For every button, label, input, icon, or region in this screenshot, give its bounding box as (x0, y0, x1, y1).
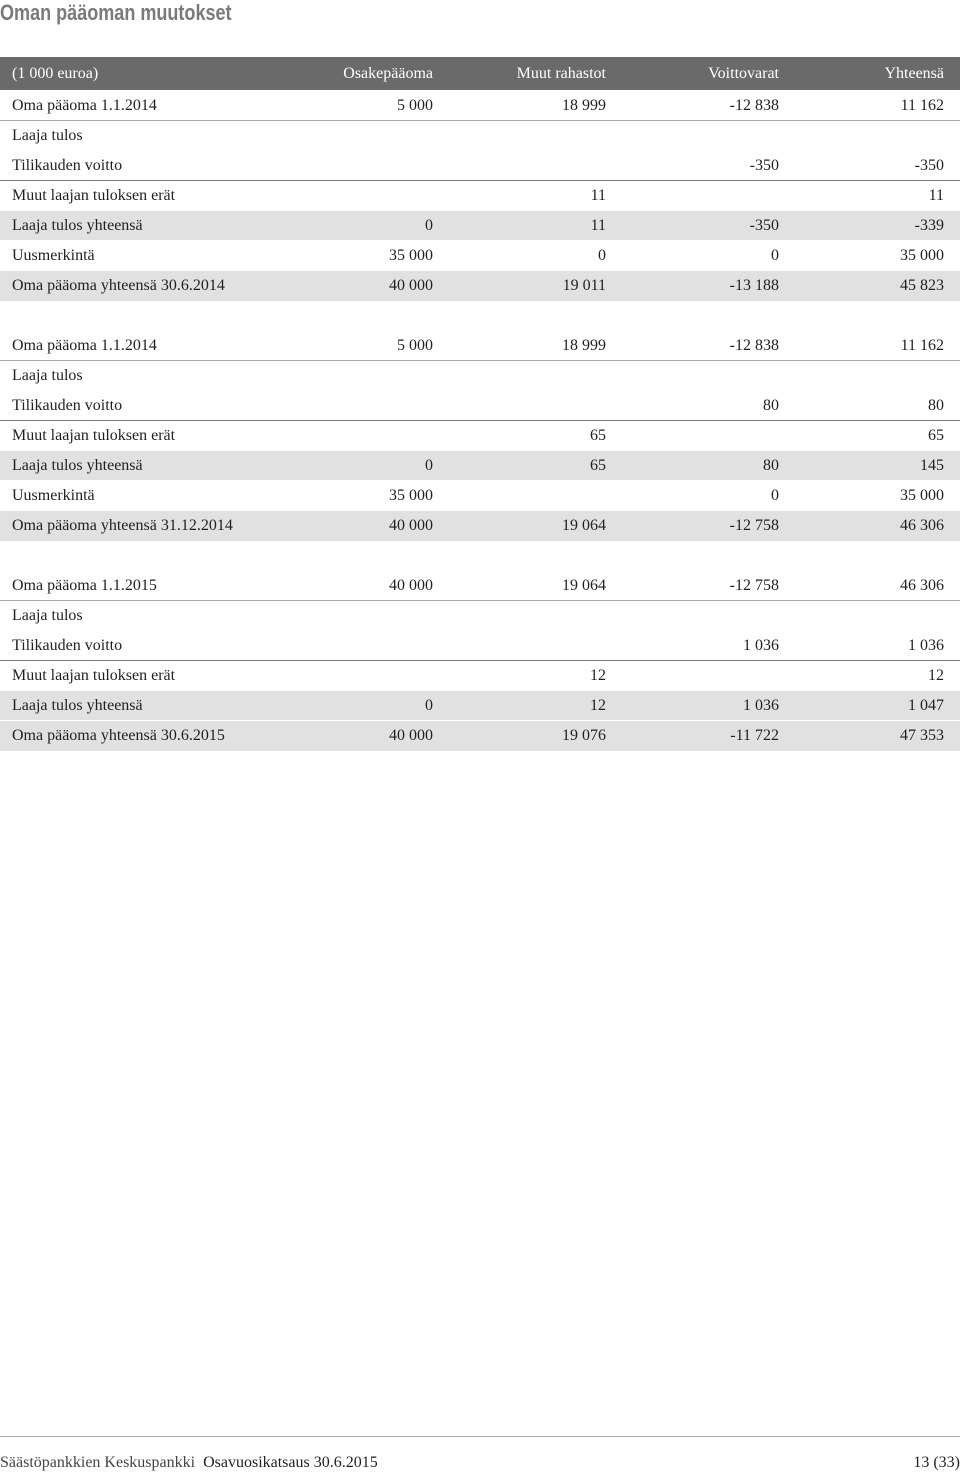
page-footer (0, 1436, 960, 1471)
footer-publisher: Säästöpankkien Keskuspankki (0, 1454, 196, 1471)
header-muut-rahastot: Muut rahastot (516, 65, 606, 82)
table-row (0, 481, 960, 511)
cell-voittovarat: -350 (749, 157, 779, 174)
cell-muut-rahastot: 18 999 (562, 97, 606, 114)
row-label: Oma pääoma yhteensä 30.6.2015 (12, 727, 225, 744)
cell-osakepaaoma (288, 151, 433, 180)
cell-osakepaaoma: 0 (425, 457, 433, 474)
cell-yhteensa: 11 (928, 187, 944, 204)
header-unit: (1 000 euroa) (12, 65, 99, 82)
cell-voittovarat: 0 (771, 487, 779, 504)
cell-muut-rahastot: 12 (590, 667, 606, 684)
cell-muut-rahastot (433, 631, 606, 660)
cell-muut-rahastot: 19 064 (562, 577, 606, 594)
cell-osakepaaoma: 35 000 (389, 487, 433, 504)
cell-muut-rahastot: 0 (598, 247, 606, 264)
table-section-2014-h1 (0, 91, 960, 301)
cell-osakepaaoma (288, 421, 433, 451)
cell-yhteensa: 1 047 (908, 697, 944, 714)
cell-muut-rahastot: 19 011 (562, 277, 606, 294)
cell-voittovarat: -12 758 (729, 517, 779, 534)
table-row (0, 361, 960, 391)
cell-osakepaaoma (288, 391, 433, 420)
cell-muut-rahastot: 18 999 (562, 337, 606, 354)
row-label: Muut laajan tuloksen erät (12, 187, 176, 204)
table-row (0, 631, 960, 661)
table-row (0, 241, 960, 271)
header-yhteensa: Yhteensä (884, 65, 944, 82)
cell-yhteensa: -350 (914, 157, 944, 174)
cell-muut-rahastot: 65 (590, 457, 606, 474)
page-title: Oman pääoman muutokset (0, 0, 232, 25)
cell-osakepaaoma (288, 631, 433, 660)
cell-voittovarat (606, 181, 779, 211)
row-label: Laaja tulos (12, 367, 83, 384)
row-label: Tilikauden voitto (12, 157, 123, 174)
cell-muut-rahastot: 11 (590, 187, 606, 204)
table-header-section (0, 57, 960, 90)
cell-osakepaaoma: 5 000 (397, 97, 433, 114)
cell-yhteensa: 1 036 (908, 637, 944, 654)
cell-muut-rahastot: 65 (590, 427, 606, 444)
cell-osakepaaoma: 40 000 (389, 727, 433, 744)
cell-voittovarat: 1 036 (743, 697, 779, 714)
cell-yhteensa: 65 (928, 427, 944, 444)
cell-voittovarat: -13 188 (729, 277, 779, 294)
table-row (0, 391, 960, 421)
cell-osakepaaoma: 35 000 (389, 247, 433, 264)
table-row (0, 181, 960, 211)
header-voittovarat: Voittovarat (708, 65, 779, 82)
cell-osakepaaoma: 0 (425, 697, 433, 714)
cell-voittovarat (606, 421, 779, 451)
cell-voittovarat: -12 838 (729, 337, 779, 354)
table-row (0, 421, 960, 451)
table-row (0, 151, 960, 181)
footer-page-number: 13 (33) (913, 1454, 960, 1471)
cell-yhteensa: -339 (914, 217, 944, 234)
cell-yhteensa: 46 306 (900, 577, 944, 594)
cell-voittovarat: -12 838 (729, 97, 779, 114)
cell-yhteensa: 11 162 (900, 337, 944, 354)
table-row (0, 331, 960, 361)
row-label: Tilikauden voitto (12, 637, 123, 654)
cell-yhteensa: 145 (920, 457, 944, 474)
cell-yhteensa: 47 353 (900, 727, 944, 744)
header-osakepaaoma: Osakepääoma (343, 65, 433, 82)
cell-muut-rahastot (433, 481, 606, 511)
row-label: Laaja tulos (12, 127, 83, 144)
cell-osakepaaoma: 40 000 (389, 577, 433, 594)
cell-voittovarat: 1 036 (743, 637, 779, 654)
cell-muut-rahastot: 12 (590, 697, 606, 714)
footer-document-title: Osavuosikatsaus 30.6.2015 (203, 1454, 378, 1471)
row-label: Oma pääoma 1.1.2015 (12, 577, 157, 594)
row-label: Oma pääoma 1.1.2014 (12, 97, 157, 114)
cell-voittovarat: -11 722 (730, 727, 779, 744)
cell-muut-rahastot: 19 076 (562, 727, 606, 744)
cell-osakepaaoma: 40 000 (389, 517, 433, 534)
cell-muut-rahastot: 11 (590, 217, 606, 234)
table-row-subtotal (0, 451, 960, 481)
cell-yhteensa: 12 (928, 667, 944, 684)
cell-voittovarat: 80 (763, 457, 779, 474)
table-row (0, 571, 960, 601)
row-label: Tilikauden voitto (12, 397, 123, 414)
cell-osakepaaoma (288, 181, 433, 211)
row-label: Laaja tulos (12, 607, 83, 624)
cell-yhteensa: 46 306 (900, 517, 944, 534)
cell-yhteensa: 45 823 (900, 277, 944, 294)
row-label: Uusmerkintä (12, 487, 95, 504)
cell-yhteensa: 80 (928, 397, 944, 414)
table-row-total (0, 271, 960, 301)
table-section-2015-h1 (0, 571, 960, 751)
cell-osakepaaoma: 40 000 (389, 277, 433, 294)
table-row (0, 661, 960, 691)
table-row-subtotal (0, 691, 960, 721)
row-label: Oma pääoma 1.1.2014 (12, 337, 157, 354)
cell-voittovarat: -12 758 (729, 577, 779, 594)
table-section-2014-full (0, 331, 960, 541)
cell-yhteensa: 35 000 (900, 487, 944, 504)
cell-voittovarat: -350 (749, 217, 779, 234)
cell-muut-rahastot: 19 064 (562, 517, 606, 534)
cell-yhteensa: 11 162 (900, 97, 944, 114)
cell-muut-rahastot (433, 151, 606, 180)
table-row (0, 121, 960, 151)
cell-muut-rahastot (433, 391, 606, 420)
cell-yhteensa: 35 000 (900, 247, 944, 264)
table-row-total (0, 511, 960, 541)
row-label: Oma pääoma yhteensä 30.6.2014 (12, 277, 225, 294)
cell-osakepaaoma (288, 661, 433, 691)
cell-voittovarat: 0 (771, 247, 779, 264)
row-label: Laaja tulos yhteensä (12, 457, 143, 474)
table-row-subtotal (0, 211, 960, 241)
cell-osakepaaoma: 0 (425, 217, 433, 234)
row-label: Laaja tulos yhteensä (12, 217, 143, 234)
row-label: Laaja tulos yhteensä (12, 697, 143, 714)
table-header-row (0, 57, 960, 90)
cell-osakepaaoma: 5 000 (397, 337, 433, 354)
row-label: Uusmerkintä (12, 247, 95, 264)
table-row (0, 91, 960, 121)
row-label: Muut laajan tuloksen erät (12, 667, 176, 684)
row-label: Oma pääoma yhteensä 31.12.2014 (12, 517, 233, 534)
row-label: Muut laajan tuloksen erät (12, 427, 176, 444)
cell-voittovarat (606, 661, 779, 691)
table-row (0, 601, 960, 631)
table-row-total (0, 721, 960, 751)
cell-voittovarat: 80 (763, 397, 779, 414)
